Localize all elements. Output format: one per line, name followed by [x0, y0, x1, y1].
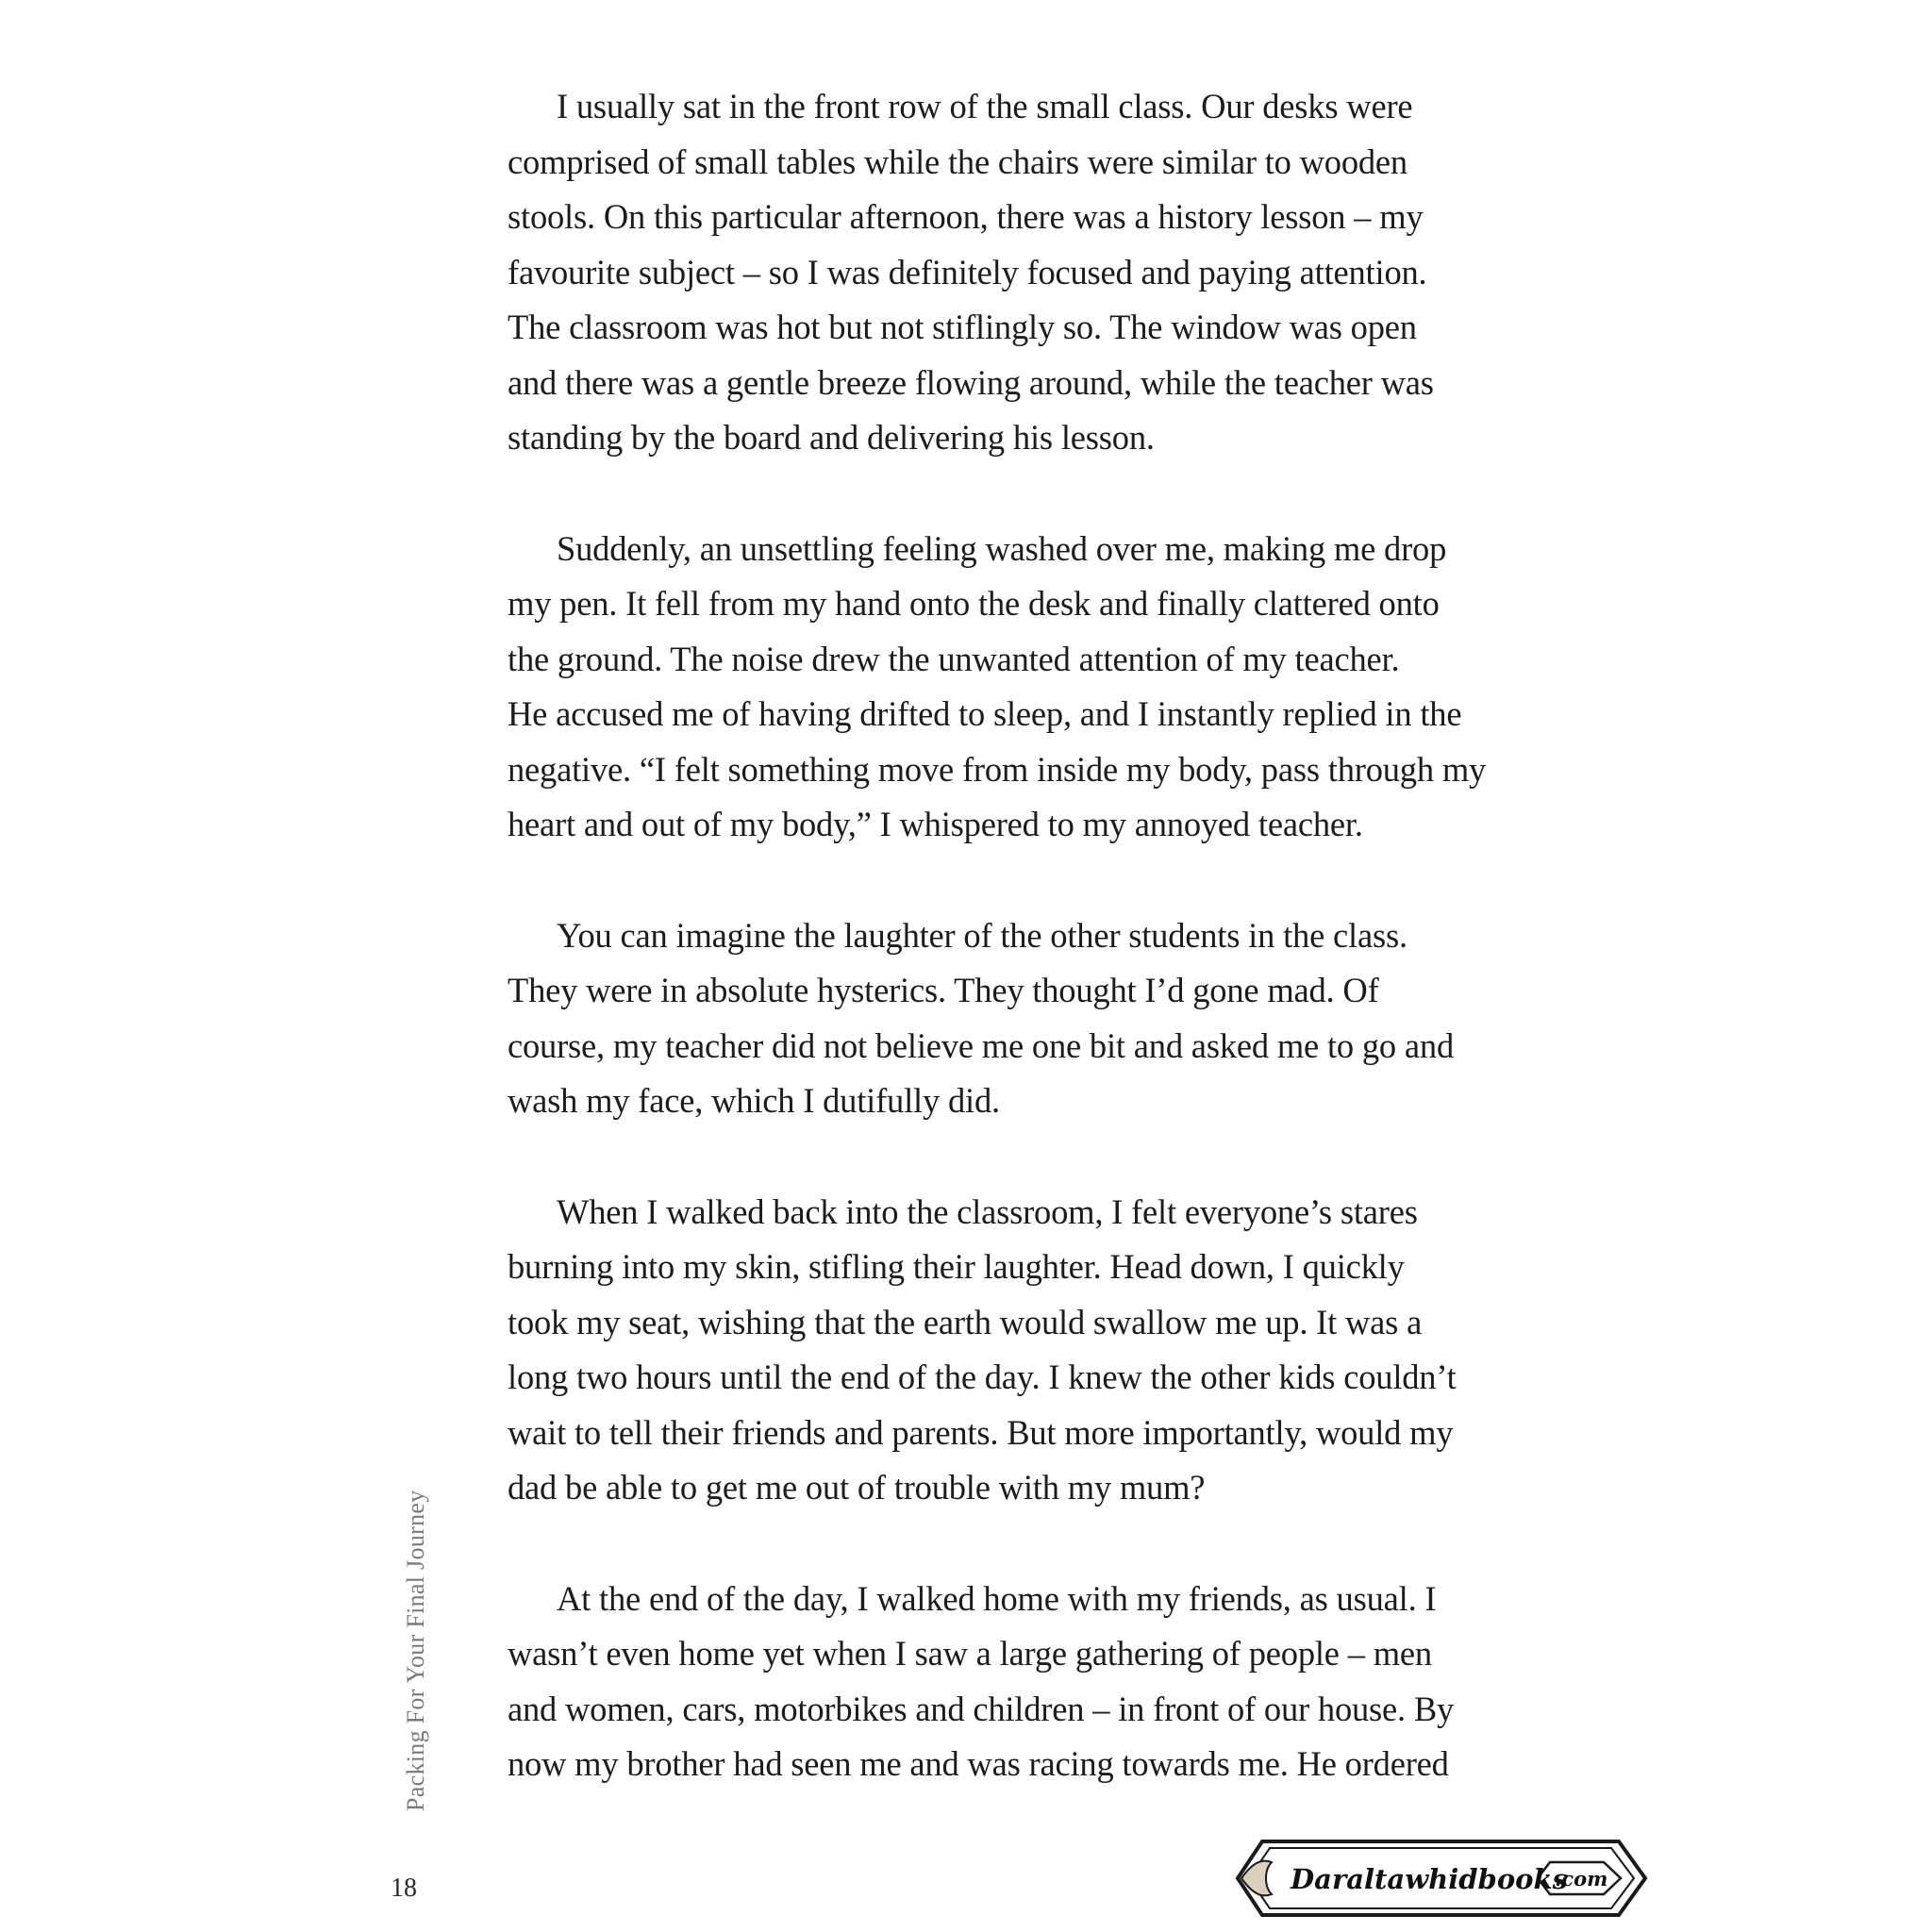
- text-line: heart and out of my body,” I whispered to my annoyed teacher.: [508, 805, 1363, 843]
- paragraph-4: [508, 1185, 1555, 1516]
- text-line: the ground. The noise drew the unwanted attention of my teacher.: [508, 639, 1400, 678]
- text-line: They were in absolute hysterics. They thought I’d gone mad. Of: [508, 971, 1379, 1009]
- text-line: and there was a gentle breeze flowing around, while the teacher was: [508, 362, 1434, 402]
- paragraph-2: [508, 522, 1555, 853]
- paragraph-5: [508, 1572, 1555, 1792]
- text-line: now my brother had seen me and was racing towards me. He ordered: [508, 1744, 1449, 1783]
- text-line: standing by the board and delivering his lesson.: [508, 418, 1155, 457]
- text-line: wasn’t even home yet when I saw a large gathering of people – men: [508, 1634, 1432, 1673]
- body-text: [508, 79, 1555, 1848]
- text-line: When I walked back into the classroom, I felt everyone’s stares: [557, 1191, 1418, 1231]
- text-line: burning into my skin, stifling their laughter. Head down, I quickly: [508, 1247, 1405, 1286]
- watermark-logo-graphic: [1234, 1834, 1649, 1923]
- text-line: negative. “I felt something move from inside my body, pass through my: [508, 749, 1487, 789]
- text-line: Suddenly, an unsettling feeling washed over me, making me drop: [557, 528, 1447, 568]
- text-line: dad be able to get me out of trouble with my mum?: [508, 1468, 1206, 1507]
- text-line: At the end of the day, I walked home with my friends, as usual. I: [557, 1578, 1437, 1618]
- text-line: wait to tell their friends and parents. But more importantly, would my: [508, 1412, 1454, 1452]
- text-line: favourite subject – so I was definitely focused and paying attention.: [508, 252, 1427, 291]
- text-line: my pen. It fell from my hand onto the desk and finally clattered onto: [508, 584, 1440, 623]
- paragraph-1: [508, 79, 1555, 466]
- text-line: He accused me of having drifted to sleep, and I instantly replied in the: [508, 694, 1462, 733]
- paragraph-3: [508, 908, 1555, 1129]
- text-line: comprised of small tables while the chairs were similar to wooden: [508, 142, 1407, 181]
- watermark-logo: [1234, 1834, 1649, 1923]
- text-line: long two hours until the end of the day. I knew the other kids couldn’t: [508, 1357, 1457, 1396]
- text-line: stools. On this particular afternoon, there was a history lesson – my: [508, 197, 1424, 236]
- text-line: The classroom was hot but not stiflingly so. The window was open: [508, 308, 1417, 346]
- page-number: 18: [391, 1874, 417, 1903]
- text-line: You can imagine the laughter of the other students in the class.: [557, 915, 1407, 955]
- text-line: took my seat, wishing that the earth would swallow me up. It was a: [508, 1302, 1423, 1341]
- text-line: and women, cars, motorbikes and children – in front of our house. By: [508, 1689, 1455, 1728]
- text-line: course, my teacher did not believe me one bit and asked me to go and: [508, 1025, 1455, 1065]
- text-line: wash my face, which I dutifully did.: [508, 1081, 1000, 1120]
- watermark-text: Daraltawhidbooks: [1291, 1863, 1568, 1895]
- running-head: Packing For Your Final Journey: [402, 1490, 429, 1811]
- watermark-suffix: .com: [1555, 1867, 1608, 1890]
- text-line: I usually sat in the front row of the small class. Our desks were: [557, 87, 1413, 125]
